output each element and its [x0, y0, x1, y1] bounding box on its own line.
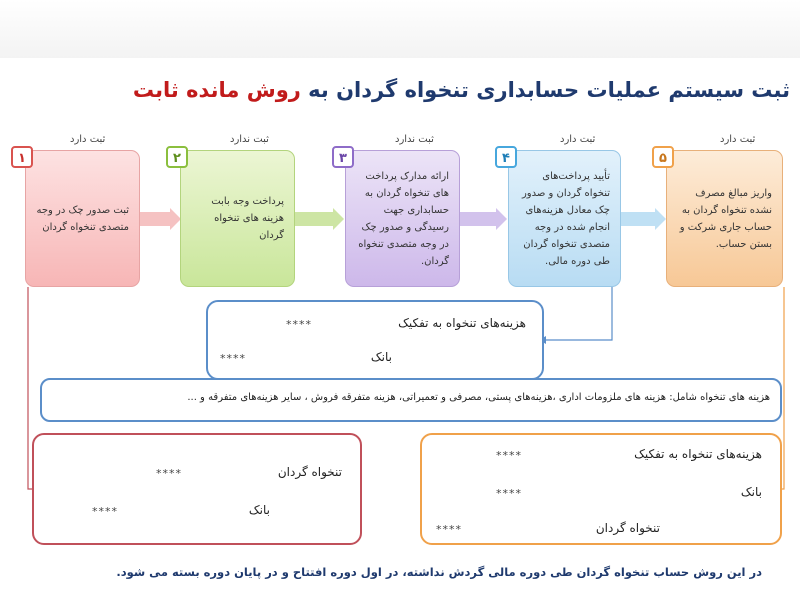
step-5-number: ۵ [652, 146, 674, 168]
entry-right-line3: تنخواه گردان [595, 521, 660, 535]
step-3-status: ثبت ندارد [395, 134, 434, 145]
step-5-box [666, 150, 783, 287]
step-2-text: پرداخت وجه بابت هزینه های تنخواه گردان [211, 196, 284, 241]
journal-entry-step4 [206, 300, 544, 380]
step-4-number: ۴ [495, 146, 517, 168]
step-1-box [25, 150, 140, 287]
step-1-number: ۱ [11, 146, 33, 168]
entry-left-credit: بانک [248, 503, 270, 517]
footer-note: در این روش حساب تنخواه گردان طی دوره مالی گردش نداشته، در اول دوره افتتاح و در پایان دوره بسته می شود. [116, 565, 762, 579]
expense-note-box [40, 378, 782, 422]
step-3-number: ۳ [332, 146, 354, 168]
step-4-status: ثبت دارد [560, 134, 596, 145]
entry-right-line2: بانک [740, 485, 762, 499]
entry-right-line1-amount: **** [496, 449, 522, 462]
entry-left-credit-amount: **** [92, 505, 118, 518]
entry-right-line2-amount: **** [496, 487, 522, 500]
entry-mid-credit: بانک [370, 350, 392, 364]
entry-mid-credit-amount: **** [220, 352, 246, 365]
step-1-text: ثبت صدور چک در وجه متصدی تنخواه گردان [36, 204, 129, 233]
entry-mid-debit-amount: **** [286, 318, 312, 331]
entry-left-debit: تنخواه گردان [277, 465, 342, 479]
step-5-status: ثبت دارد [720, 134, 756, 145]
step-2-box [180, 150, 295, 287]
step-4-text: تأیید پرداخت‌های تنخواه گردان و صدور چک معادل هزینه‌های انجام شده در وجه متصدی تنخواه گردان طی دوره مالی. [521, 170, 610, 267]
step-2-status: ثبت ندارد [230, 134, 269, 145]
step-1-status: ثبت دارد [70, 134, 106, 145]
expense-note-text: هزینه های تنخواه شامل: هزینه های ملزومات اداری ،هزینه‌های پستی، مصرفی و تعمیراتی، هزینه متفرقه فروش ، سایر هزینه‌های متفرقه و ... [187, 392, 770, 403]
step-5-text: واریز مبالغ مصرف نشده تنخواه گردان به حساب جاری شرکت و بستن حساب. [679, 187, 772, 250]
step-2-number: ۲ [166, 146, 188, 168]
entry-mid-debit: هزینه‌های تنخواه به تفکیک [398, 316, 526, 330]
entry-right-line1: هزینه‌های تنخواه به تفکیک [634, 447, 762, 461]
title-main: ثبت سیستم عملیات حسابداری تنخواه گردان به [300, 78, 790, 102]
step-4-box [508, 150, 621, 287]
entry-left-debit-amount: **** [156, 467, 182, 480]
journal-entry-step5 [420, 433, 782, 545]
journal-entry-step1 [32, 433, 362, 545]
step-3-text: ارائه مدارک پرداخت های تنخواه گردان به حسابداری جهت رسیدگی و صدور چک در وجه متصدی تنخواه گردان. [358, 170, 449, 267]
step-3-box [345, 150, 460, 287]
entry-right-line3-amount: **** [436, 523, 462, 536]
title-highlight: روش مانده ثابت [132, 78, 301, 102]
